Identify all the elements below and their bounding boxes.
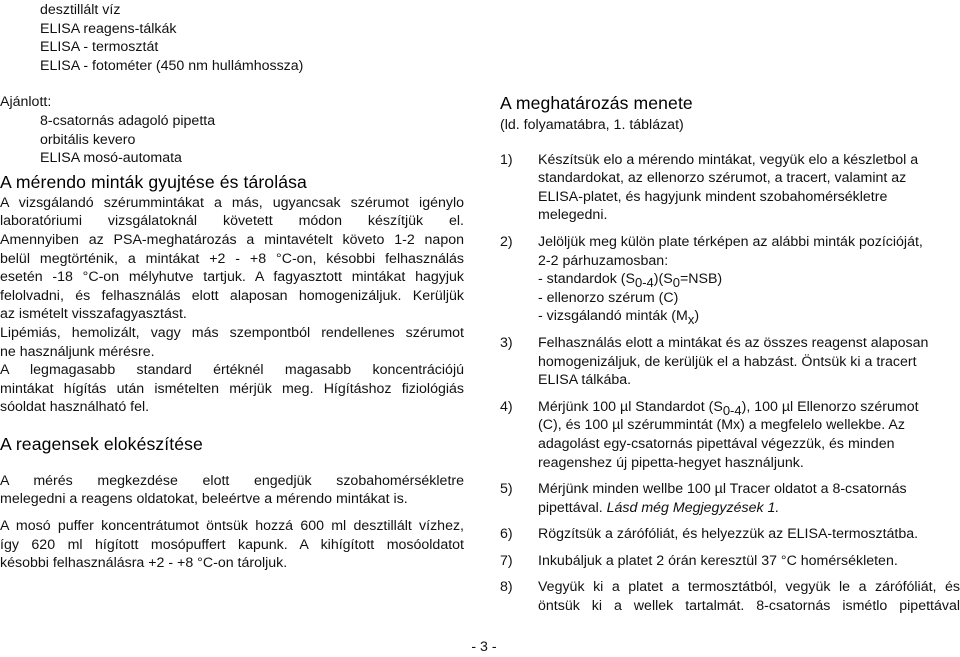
text-line: A legmagasabb standard értéknél magasabb koncentrációjú xyxy=(0,362,464,379)
text-line: Inkubáljuk a platet 2 órán keresztül 37 °C homérsékleten. xyxy=(538,552,898,569)
text-line: ne használjunk mérésre. xyxy=(0,343,155,360)
text-line: laboratóriumi vizsgálatoknál követett módon készítjük el. xyxy=(0,213,464,230)
text-line: öntsük ki a wellek tartalmát. 8-csatornás ismétlo pipettával xyxy=(538,598,960,615)
subscript: 0-4 xyxy=(635,275,654,291)
step-3 xyxy=(500,334,960,390)
text-line: reagenshez új pipetta-hegyet használjunk. xyxy=(538,454,804,471)
standards-line xyxy=(538,270,960,289)
reagents-paragraph-2 xyxy=(0,517,464,573)
text-run: - vizsgálandó minták (M xyxy=(538,308,688,325)
text-line: ELISA tálkába. xyxy=(538,372,632,389)
page-number: - 3 - xyxy=(471,639,497,655)
list-item: 8-csatornás adagoló pipetta xyxy=(40,112,216,129)
step-number: 6) xyxy=(500,526,513,543)
text-run: - standardok (S xyxy=(538,271,635,288)
text-line: (C), és 100 µl szérummintát (Mx) a megfelelo wellekbe. Az xyxy=(538,417,905,434)
text-line: A mosó puffer koncentrátumot öntsük hozzá 600 ml desztillált vízhez, xyxy=(0,518,464,535)
reference-note: (ld. folyamatábra, 1. táblázat) xyxy=(500,117,684,133)
text-line: mintákat hígítás után ismételten mérjük meg. Hígításhoz fiziológiás xyxy=(0,380,464,397)
list-item: ELISA mosó-automata xyxy=(40,150,182,167)
list-item: ELISA - termosztát xyxy=(40,39,159,56)
text-run: =NSB) xyxy=(679,271,723,288)
text-line: késobbi felhasználásra +2 - +8 °C-on tároljuk. xyxy=(0,555,288,572)
procedure-steps xyxy=(500,151,960,616)
text-line: Rögzítsük a zárófóliát, és helyezzük az ELISA-termosztátba. xyxy=(538,526,919,543)
step-5 xyxy=(500,480,960,517)
text-line: belül megtörténik, a mintákat +2 - +8 °C-on, késobbi felhasználás xyxy=(0,250,464,267)
reagents-paragraph-1 xyxy=(0,472,464,509)
text-line: Lipémiás, hemolizált, vagy más szempontból rendellenes szérumot xyxy=(0,324,464,341)
text-line: homogenizáljuk, de kerüljük el a habzást. Öntsük ki a tracert xyxy=(538,353,917,370)
text-line: esetén -18 °C-on mélyhutve tartjuk. A fagyasztott mintákat hagyjuk xyxy=(0,269,464,286)
text-run: ), 100 µl Ellenorzo szérumot xyxy=(741,398,919,415)
list-item: ELISA - fotométer (450 nm hullámhossza) xyxy=(40,57,304,74)
step-number: 1) xyxy=(500,151,513,168)
recommended-block xyxy=(0,93,464,167)
text-line: A mérés megkezdése elott engedjük szobahomérsékletre xyxy=(0,472,464,489)
step-8 xyxy=(500,578,960,615)
text-line: Amennyiben az PSA-meghatározás a mintavételt követo 1-2 napon xyxy=(0,231,464,248)
subscript: x xyxy=(687,312,695,328)
step-number: 7) xyxy=(500,552,513,569)
text-line: adagolást egy-csatornás pipettával végezzük, és minden xyxy=(538,435,895,452)
list-item: orbitális kevero xyxy=(40,131,136,148)
text-line: melegedni a reagens oldatokat, beleértve a mérendo mintákat is. xyxy=(0,491,408,508)
step-6 xyxy=(500,525,960,544)
step-number: 5) xyxy=(500,481,513,498)
note-reference: Lásd még Megjegyzések 1. xyxy=(606,499,780,516)
lipemia-paragraph xyxy=(0,324,464,361)
text-run: Mérjünk 100 µl Standardot (S xyxy=(538,398,723,415)
text-line: standardokat, az ellenorzo szérumot, a tracert, valamint az xyxy=(538,170,907,187)
step-number: 2) xyxy=(500,233,513,250)
text-line: így 620 ml hígított mosópuffert kapunk. A kihígított mosóoldatot xyxy=(0,536,464,553)
samples-paragraph xyxy=(0,194,464,324)
text-line: 2-2 párhuzamosban: xyxy=(538,252,669,269)
step-number: 4) xyxy=(500,398,513,415)
list-item: desztillált víz xyxy=(40,2,121,18)
equipment-list xyxy=(0,0,464,75)
subscript: 0-4 xyxy=(722,402,742,418)
text-run: ) xyxy=(694,308,700,325)
left-column xyxy=(0,0,464,573)
step-2 xyxy=(500,233,960,326)
samples-line xyxy=(538,307,960,326)
step-7 xyxy=(500,552,960,571)
text-line: - ellenorzo szérum (C) xyxy=(538,289,679,306)
right-column xyxy=(500,0,960,616)
text-line: sóoldat használható fel. xyxy=(0,399,150,416)
step-4 xyxy=(500,398,960,472)
recommended-label: Ajánlott: xyxy=(0,94,52,111)
section-heading: A meghatározás menete xyxy=(500,93,693,113)
subscript: 0 xyxy=(672,275,680,291)
text-line: Vegyük ki a platet a termosztátból, vegyük le a zárófóliát, és xyxy=(538,579,960,596)
text-line: ELISA-platet, és hagyjunk mindent szobahomérsékletre xyxy=(538,188,888,205)
step-number: 3) xyxy=(500,334,513,351)
step-number: 8) xyxy=(500,579,513,596)
text-line: felolvadni, és felhasználás elott alaposan homogenizáljuk. Kerüljük xyxy=(0,287,464,304)
section-heading: A reagensek elokészítése xyxy=(0,433,203,454)
text-line: Mérjünk minden wellbe 100 µl Tracer oldatot a 8-csatornás xyxy=(538,481,907,498)
text-line xyxy=(538,398,960,417)
dilution-paragraph xyxy=(0,361,464,417)
text-line: Felhasználás elott a mintákat és az összes reagenst alaposan xyxy=(538,334,929,351)
text-line: Jelöljük meg külön plate térképen az alábbi minták pozícióját, xyxy=(538,233,923,250)
text-run: pipettával. xyxy=(538,499,607,516)
list-item: ELISA reagens-tálkák xyxy=(40,20,177,37)
text-line xyxy=(538,499,960,518)
text-line: A vizsgálandó szérummintákat a más, ugyancsak szérumot igénylo xyxy=(0,194,464,211)
step-1 xyxy=(500,151,960,225)
text-run: )(S xyxy=(653,271,673,288)
text-line: az ismételt visszafagyasztást. xyxy=(0,306,187,323)
text-line: melegedni. xyxy=(538,207,608,224)
text-line: Készítsük elo a mérendo mintákat, vegyük elo a készletbol a xyxy=(538,151,919,168)
section-heading: A mérendo minták gyujtése és tárolása xyxy=(0,171,307,192)
